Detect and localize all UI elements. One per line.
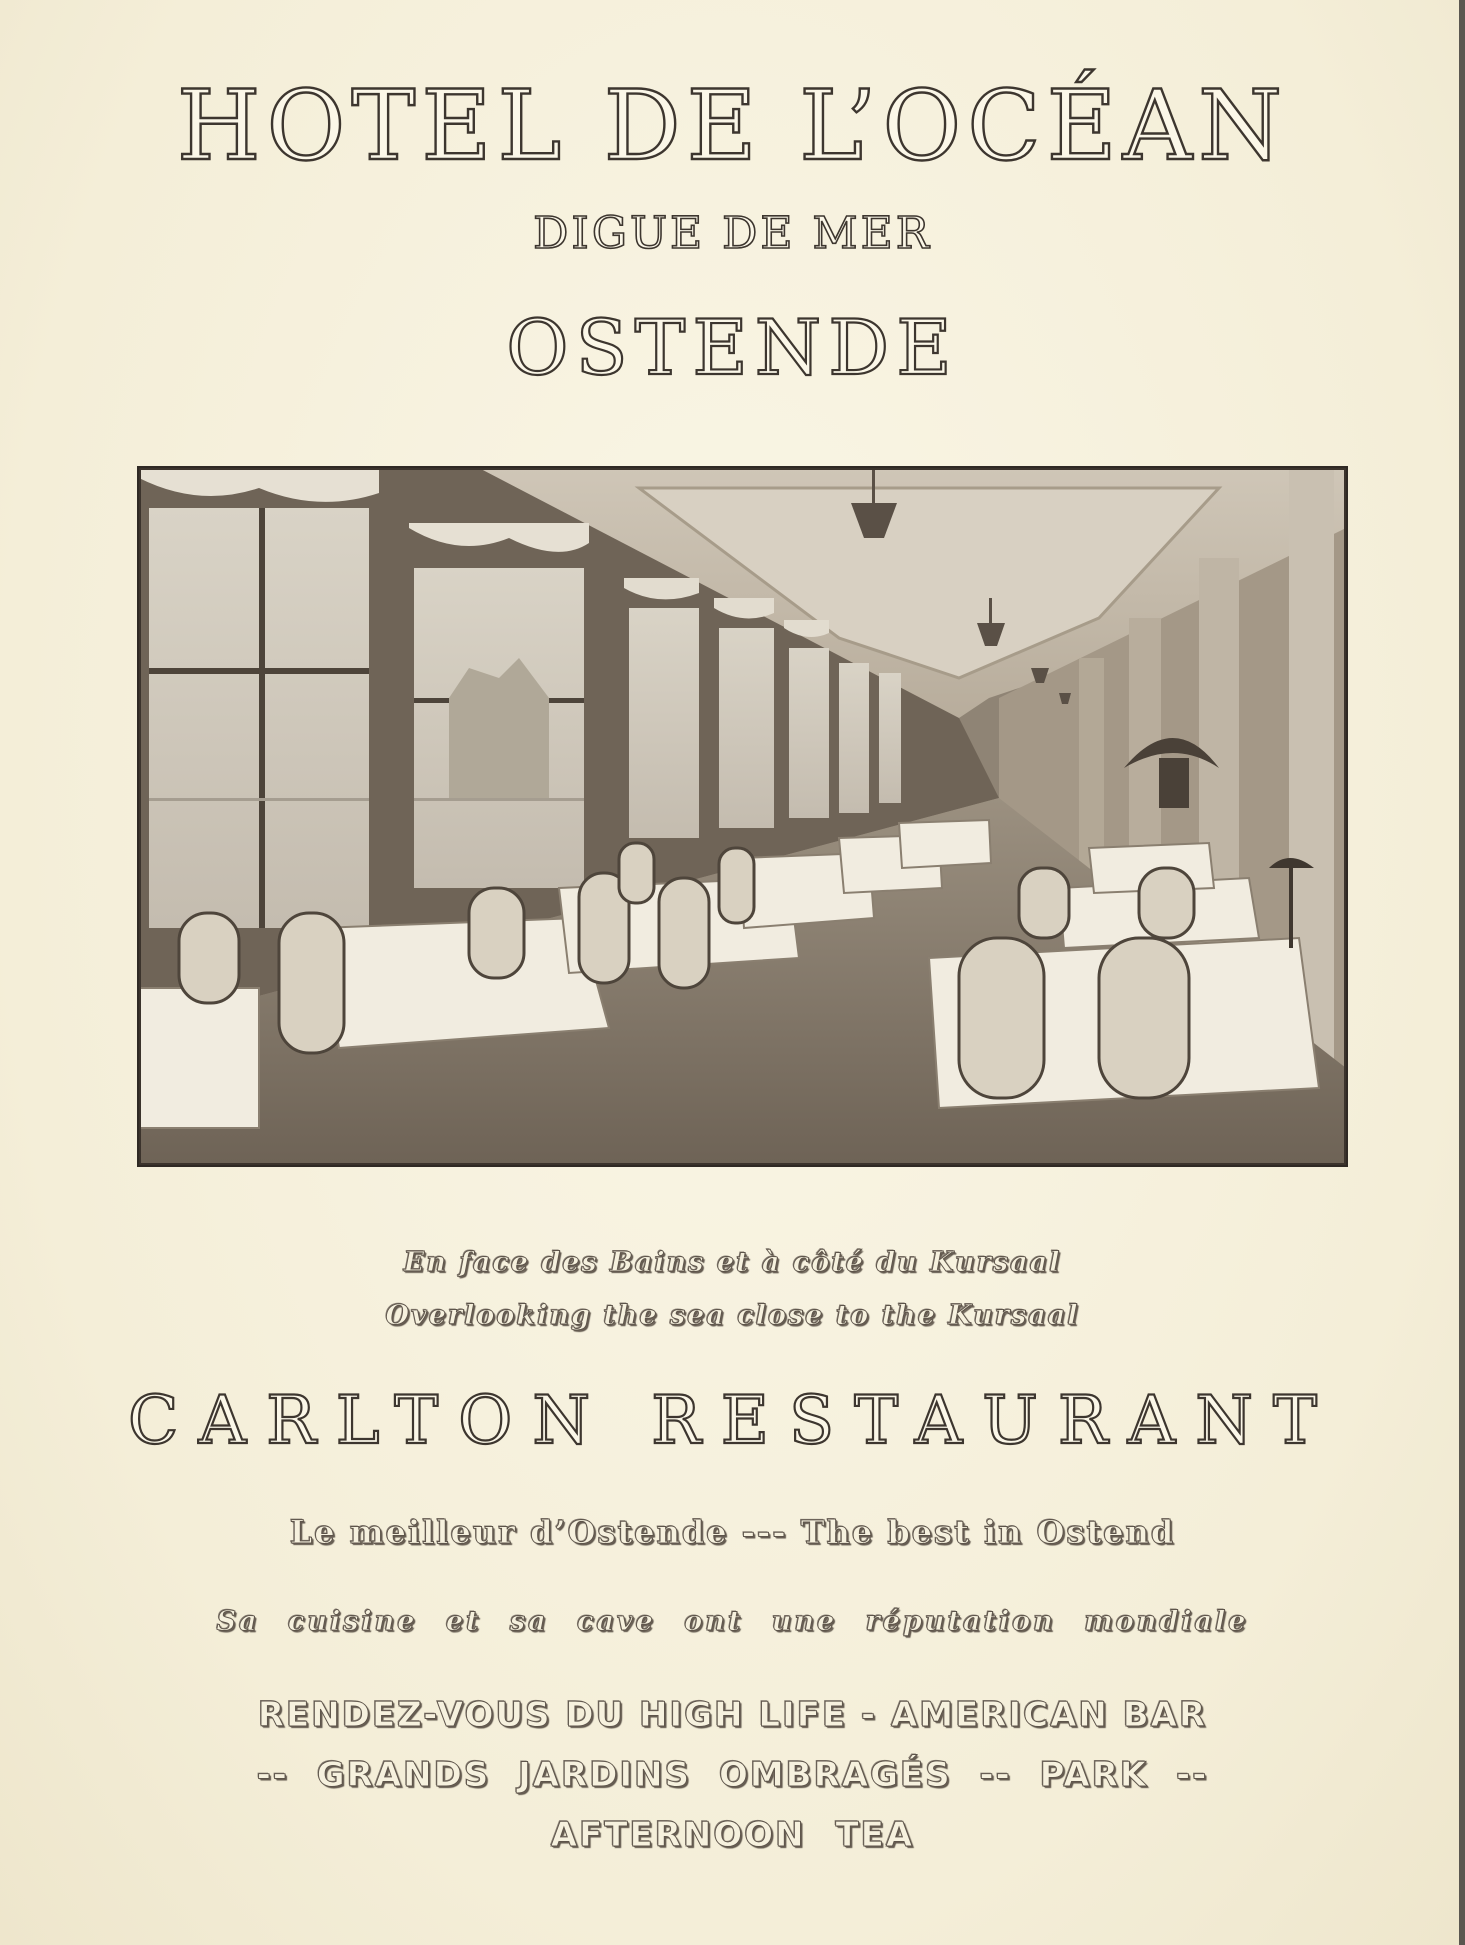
hotel-title: HOTEL DE L’OCÉAN (176, 70, 1289, 182)
location-english: Overlooking the sea close to the Kursaal (385, 1300, 1080, 1331)
restaurant-reputation: Sa cuisine et sa cave ont une réputation mondiale (216, 1606, 1249, 1637)
amenities-line-3: AFTERNOON TEA (550, 1815, 915, 1855)
hotel-subtitle: DIGUE DE MER (533, 208, 932, 259)
page-edge (1459, 0, 1465, 1945)
amenities-line-2: -- GRANDS JARDINS OMBRAGÉS -- PARK -- (256, 1755, 1209, 1795)
dining-room-illustration (139, 468, 1346, 1165)
amenities-line-1: RENDEZ-VOUS DU HIGH LIFE - AMERICAN BAR (257, 1695, 1208, 1735)
restaurant-tagline: Le meilleur d’Ostende --- The best in Ostend (289, 1513, 1176, 1551)
restaurant-name: CARLTON RESTAURANT (127, 1382, 1338, 1459)
location-french: En face des Bains et à côté du Kursaal (403, 1247, 1062, 1278)
dining-room-photo (137, 466, 1348, 1167)
hotel-city: OSTENDE (506, 303, 959, 392)
